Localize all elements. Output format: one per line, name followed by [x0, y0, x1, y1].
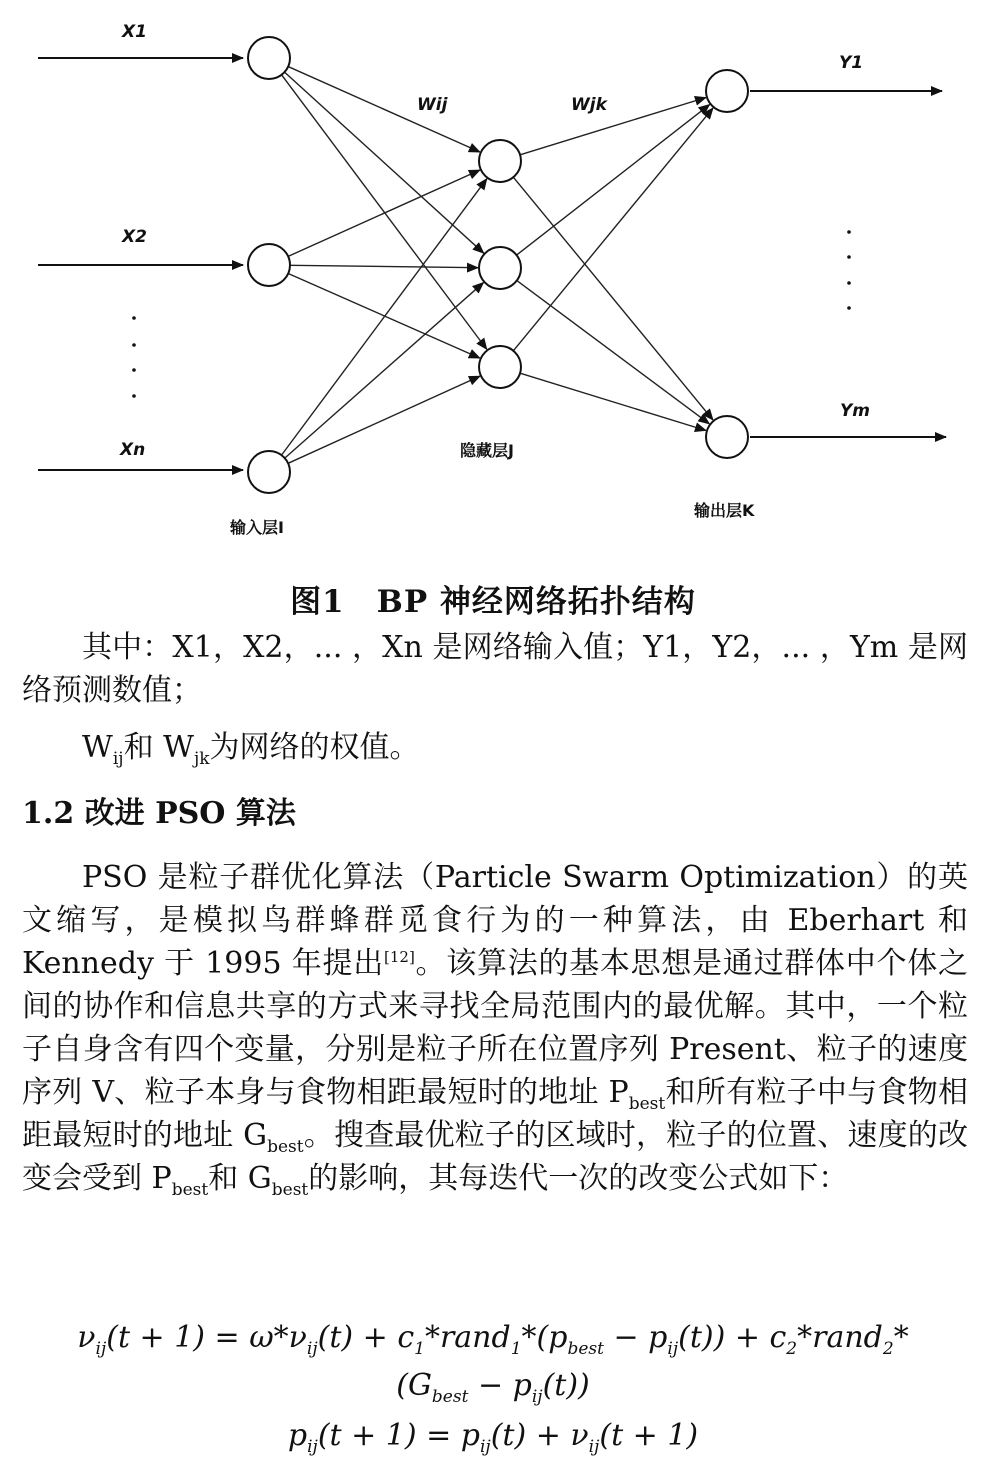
edge-hidden3-output1 — [513, 108, 713, 351]
edge-input1-hidden1 — [288, 67, 480, 152]
figure-caption: 图1 BP 神经网络拓扑结构 — [290, 584, 696, 620]
hidden-node-2 — [479, 247, 521, 289]
hidden-node-3 — [479, 346, 521, 388]
output-node-2 — [706, 416, 748, 458]
edge-input1-hidden3 — [282, 75, 487, 350]
edge-input2-hidden2 — [290, 265, 478, 267]
paragraph-weights: $W_{ij}$和 $W_{jk}$为网络的权值。 — [82, 730, 420, 769]
edge-input3-hidden1 — [282, 179, 487, 455]
edge-input3-hidden3 — [288, 376, 480, 463]
label-ym: Ym — [840, 401, 871, 421]
output-node-1 — [706, 70, 748, 112]
edge-input1-hidden2 — [285, 72, 484, 253]
bp-network-diagram — [0, 0, 986, 560]
label-output-layer: 输出层K — [694, 501, 755, 520]
hidden-node-1 — [479, 140, 521, 182]
label-input-layer: 输入层I — [230, 518, 284, 537]
output-ellipsis — [847, 230, 851, 310]
paragraph-network-values: 其中：X1，X2，... ，Xn 是网络输入值；Y1，Y2，... ，Ym 是网络预测数值； — [22, 630, 968, 708]
formula-velocity-line1: $\nu_{ij}(t + 1) = \omega*\nu_{ij}(t)$ + $c_1*rand_1*(p_{best} - p_{ij}(t))$ + $c_2*rand_2*$ — [77, 1320, 909, 1359]
input-node-3 — [248, 451, 290, 493]
edge-hidden1-output1 — [520, 97, 706, 154]
label-hidden-layer: 隐藏层J — [460, 441, 514, 460]
edge-hidden3-output2 — [520, 373, 706, 430]
label-wjk: Wjk — [571, 95, 607, 115]
formula-velocity-line2: $(G_{best} - p_{ij}(t))$ — [396, 1368, 590, 1407]
label-x1: X1 — [122, 22, 147, 42]
edge-input3-hidden2 — [285, 283, 484, 459]
edge-hidden2-output1 — [517, 105, 710, 256]
label-wij: Wij — [417, 95, 448, 115]
input-ellipsis — [132, 316, 136, 398]
edge-input2-hidden1 — [288, 170, 480, 256]
label-xn: Xn — [120, 440, 146, 460]
edge-input2-hidden3 — [288, 273, 480, 358]
edge-hidden1-output2 — [513, 177, 713, 420]
label-y1: Y1 — [839, 53, 864, 73]
section-heading: 1.2 改进 PSO 算法 — [22, 796, 296, 831]
input-node-1 — [248, 37, 290, 79]
formula-position: $p_{ij}(t + 1) = p_{ij}(t) + \nu_{ij}(t + 1)$ — [287, 1418, 699, 1457]
input-node-2 — [248, 244, 290, 286]
label-x2: X2 — [122, 227, 147, 247]
paragraph-pso: PSO 是粒子群优化算法（Particle Swarm Optimization）的英文缩写，是模拟鸟群蜂群觅食行为的一种算法，由 Eberhart 和 Kennedy 于 1995 年提出[12]。该算法的基本思想是通过群体中个体之间的协作和信息共享的方式来寻找全局范围内的最优解。其中，一个粒子自身含有四个变量，分别是粒子所在位置序列 Present、粒子的速度序列 V、粒子本身与食物相距最短时的地址 $P_{best}$和所有粒子中与食物相距最短时的地址 $G_{best}$。搜查最优粒子的区域时，粒子的位置、速度的改变会受到 $P_{best}$和 $G_{best}$的影响，其每迭代一次的改变公式如下： — [22, 860, 968, 1200]
